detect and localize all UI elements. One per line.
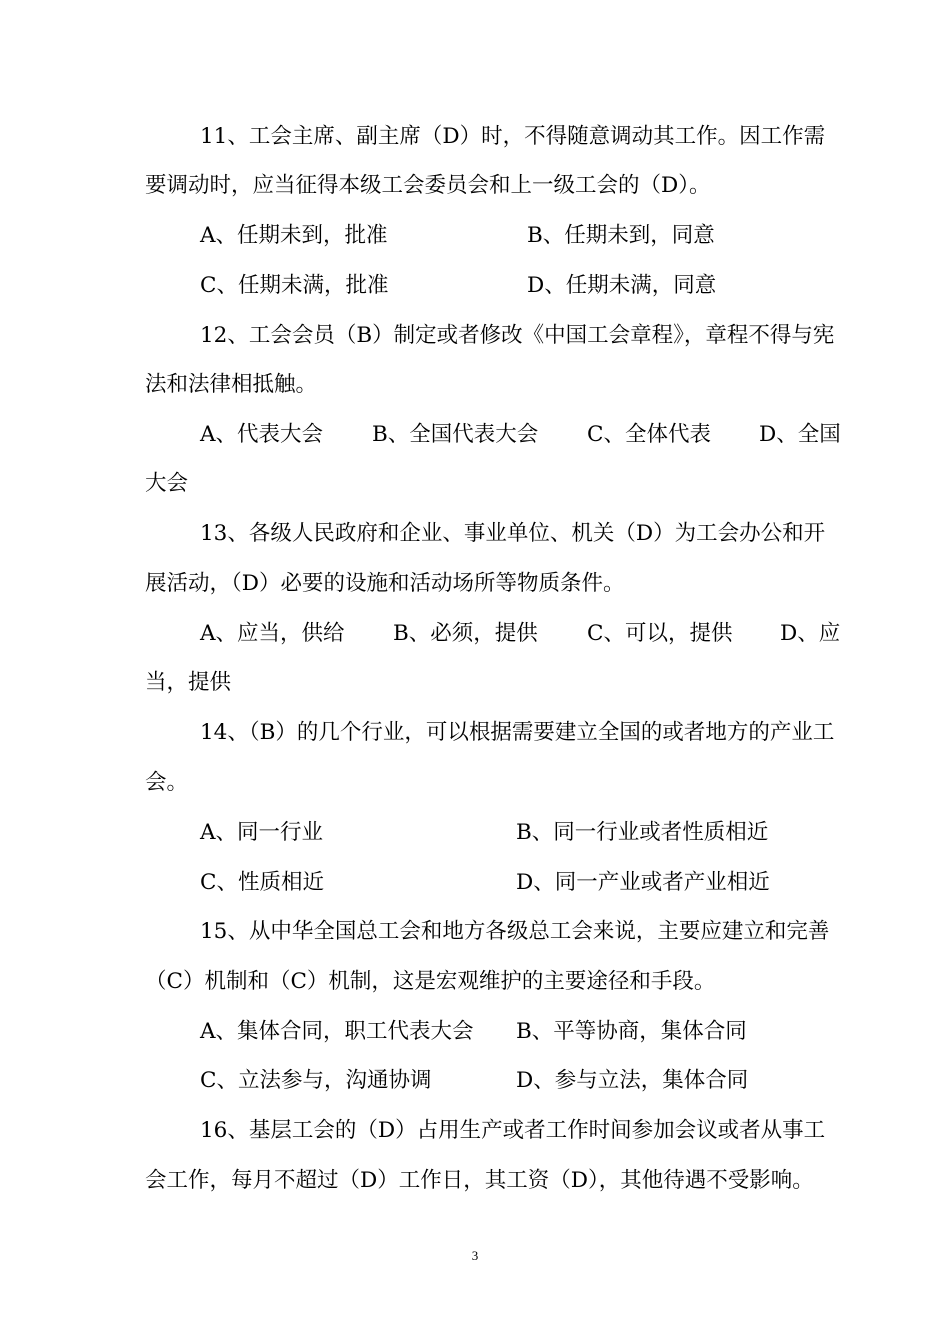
q11-stem-line1: 11、工会主席、副主席（D）时，不得随意调动其工作。因工作需 — [200, 124, 826, 149]
q15-stem-line1: 15、从中华全国总工会和地方各级总工会来说，主要应建立和完善 — [200, 919, 830, 944]
q11-option-c: C、任期未满，批准 — [200, 273, 389, 298]
q11-stem-line2: 要调动时，应当征得本级工会委员会和上一级工会的（D）。 — [145, 173, 711, 198]
q11-option-b: B、任期未到，同意 — [527, 223, 715, 248]
q15-option-a: A、集体合同，职工代表大会 — [200, 1019, 474, 1044]
q14-stem-line1: 14、（B）的几个行业，可以根据需要建立全国的或者地方的产业工 — [200, 720, 835, 745]
q14-option-d: D、同一产业或者产业相近 — [516, 870, 770, 895]
q14-option-a: A、同一行业 — [200, 820, 324, 845]
q12-option-d-continued: 大会 — [145, 471, 189, 496]
page-number: 3 — [471, 1248, 479, 1263]
q11-option-a: A、任期未到，批准 — [200, 223, 388, 248]
q13-option-b: B、必须，提供 — [393, 621, 538, 646]
q15-option-c: C、立法参与，沟通协调 — [200, 1068, 432, 1093]
q12-option-b: B、全国代表大会 — [372, 422, 539, 447]
q12-option-d: D、全国 — [759, 422, 841, 447]
q13-option-d-continued: 当，提供 — [145, 670, 232, 695]
q13-option-c: C、可以，提供 — [587, 621, 733, 646]
q12-stem-line1: 12、工会会员（B）制定或者修改《中国工会章程》，章程不得与宪 — [200, 323, 835, 348]
q14-stem-line2: 会。 — [145, 770, 189, 795]
q14-option-b: B、同一行业或者性质相近 — [516, 820, 769, 845]
q14-option-c: C、性质相近 — [200, 870, 324, 895]
q12-option-a: A、代表大会 — [200, 422, 324, 447]
q11-option-d: D、任期未满，同意 — [527, 273, 717, 298]
q13-stem-line2: 展活动，（D）必要的设施和活动场所等物质条件。 — [145, 571, 625, 596]
q16-stem-line2: 会工作，每月不超过（D）工作日，其工资（D），其他待遇不受影响。 — [145, 1168, 814, 1193]
q15-option-b: B、平等协商，集体合同 — [516, 1019, 747, 1044]
q13-stem-line1: 13、各级人民政府和企业、事业单位、机关（D）为工会办公和开 — [200, 521, 826, 546]
q12-stem-line2: 法和法律相抵触。 — [145, 372, 318, 397]
q13-option-d: D、应 — [780, 621, 841, 646]
q15-option-d: D、参与立法，集体合同 — [516, 1068, 749, 1093]
q16-stem-line1: 16、基层工会的（D）占用生产或者工作时间参加会议或者从事工 — [200, 1118, 826, 1143]
q15-stem-line2: （C）机制和（C）机制，这是宏观维护的主要途径和手段。 — [145, 969, 716, 994]
q12-option-c: C、全体代表 — [587, 422, 711, 447]
q13-option-a: A、应当，供给 — [200, 621, 345, 646]
